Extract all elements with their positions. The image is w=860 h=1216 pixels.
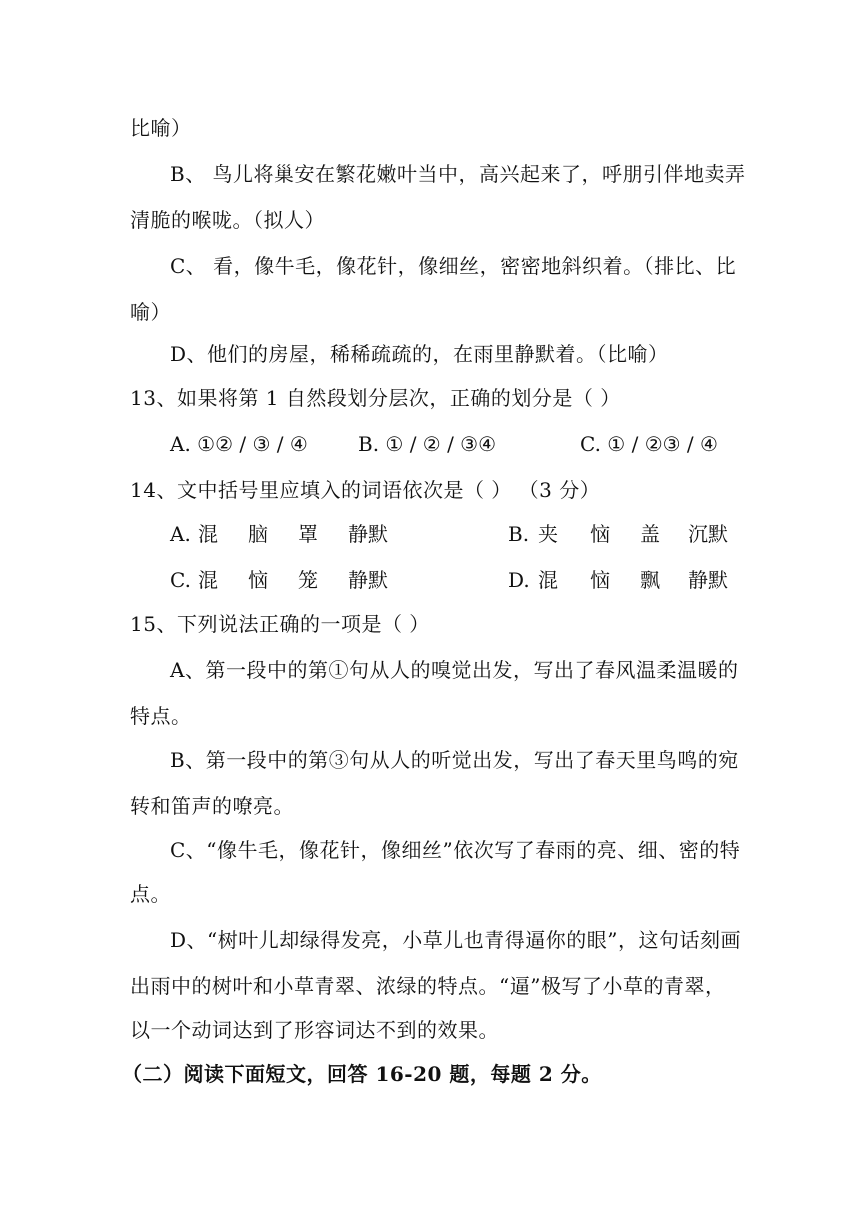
q14-option-a-word: 静默 [348, 522, 388, 546]
q15-option-d-line3: 以一个动词达到了形容词达不到的效果。 [130, 1018, 499, 1042]
q14-option-c-label: C. [170, 568, 191, 592]
q15-option-d-line1: D、“树叶儿却绿得发亮，小草儿也青得逼你的眼”，这句话刻画 [170, 928, 741, 952]
q12-option-c-line2: 喻） [130, 300, 171, 324]
q14-option-a-word: 罩 [298, 522, 318, 546]
q15-option-b-line2: 转和笛声的嘹亮。 [130, 794, 294, 818]
q15-option-a-line2: 特点。 [130, 704, 192, 728]
q14-option-b-word: 沉默 [688, 522, 728, 546]
section-heading: （二）阅读下面短文，回答 16-20 题，每题 2 分。 [122, 1062, 602, 1086]
q14-question: 14、文中括号里应填入的词语依次是（ ） （3 分） [130, 478, 601, 502]
q14-option-d-label: D. [508, 568, 530, 592]
q15-option-d-line2: 出雨中的树叶和小草青翠、浓绿的特点。“逼”极写了小草的青翠， [130, 974, 726, 998]
q12-option-b-line2: 清脆的喉咙。（拟人） [130, 208, 325, 232]
q13-option-c: C. ① / ②③ / ④ [580, 432, 718, 456]
q14-option-b-word: 盖 [640, 522, 660, 546]
q15-option-c-line1: C、“像牛毛，像花针，像细丝”依次写了春雨的亮、细、密的特 [170, 838, 741, 862]
q14-option-c-word: 混 [198, 568, 218, 592]
q14-option-d-word: 恼 [590, 568, 610, 592]
q13-question: 13、如果将第 1 自然段划分层次，正确的划分是（ ） [130, 386, 621, 410]
q12-option-b-line1: B、 鸟儿将巢安在繁花嫩叶当中，高兴起来了，呼朋引伴地卖弄 [170, 162, 746, 186]
q13-option-b: B. ① / ② / ③④ [358, 432, 497, 456]
q14-option-d-word: 静默 [688, 568, 728, 592]
q14-option-c-word: 笼 [298, 568, 318, 592]
q14-option-b-label: B. [508, 522, 530, 546]
q15-option-a-line1: A、第一段中的第①句从人的嗅觉出发，写出了春风温柔温暖的 [170, 658, 739, 682]
q15-option-c-line2: 点。 [130, 882, 171, 906]
q14-option-c-word: 恼 [248, 568, 268, 592]
q14-option-d-word: 飘 [640, 568, 660, 592]
q12-option-c-line1: C、 看，像牛毛，像花针，像细丝，密密地斜织着。（排比、比 [170, 254, 737, 278]
q14-option-c-word: 静默 [348, 568, 388, 592]
q15-option-b-line1: B、第一段中的第③句从人的听觉出发，写出了春天里鸟鸣的宛 [170, 748, 739, 772]
q13-option-a: A. ①② / ③ / ④ [170, 432, 308, 456]
q12-option-d: D、他们的房屋，稀稀疏疏的，在雨里静默着。（比喻） [170, 342, 669, 366]
q12-option-a-tail: 比喻） [130, 116, 192, 140]
q14-option-d-word: 混 [538, 568, 558, 592]
q14-option-a-word: 混 [198, 522, 218, 546]
q14-option-a-word: 脑 [248, 522, 268, 546]
q15-question: 15、下列说法正确的一项是（ ） [130, 612, 430, 636]
q14-option-b-word: 恼 [590, 522, 610, 546]
q14-option-b-word: 夹 [538, 522, 558, 546]
q14-option-a-label: A. [170, 522, 191, 546]
